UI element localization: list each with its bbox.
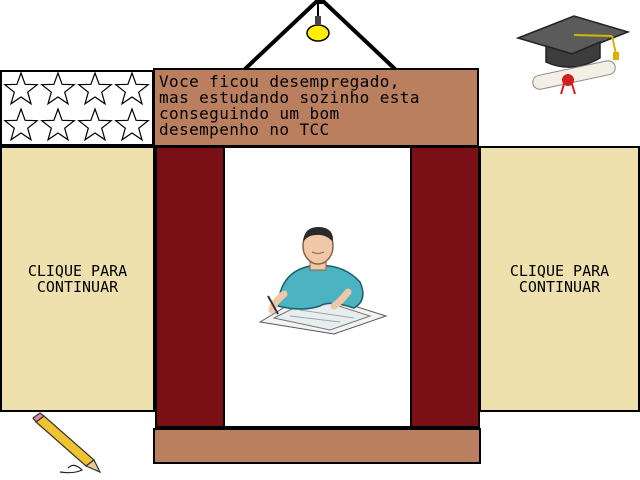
message-box (153, 68, 479, 147)
studying-student-illustration (250, 222, 390, 337)
star-outline-icon (116, 73, 148, 104)
star-rating (0, 70, 154, 146)
pencil-icon (30, 412, 106, 476)
graduation-cap-icon (518, 16, 628, 67)
message-text: Voce ficou desempregado, mas estudando sozinho esta conseguindo um bom desempenho no TCC (159, 72, 420, 139)
star-outline-icon (116, 109, 148, 140)
star-outline-icon (5, 73, 37, 104)
left-continue-button[interactable] (0, 146, 155, 412)
right-continue-label: CLIQUE PARA CONTINUAR (509, 262, 610, 296)
graduation-cap-icon (512, 8, 636, 96)
star-outline-icon (79, 109, 111, 140)
right-continue-button[interactable] (479, 146, 640, 412)
star-outline-icon (5, 109, 37, 140)
curtain-right (410, 146, 480, 428)
star-outline-icon (79, 73, 111, 104)
curtain-left (155, 146, 225, 428)
star-outline-icon (42, 109, 74, 140)
left-continue-label: CLIQUE PARA CONTINUAR (27, 262, 128, 296)
stage-base (153, 428, 481, 464)
lightbulb-icon (303, 0, 333, 44)
star-outline-icon (42, 73, 74, 104)
